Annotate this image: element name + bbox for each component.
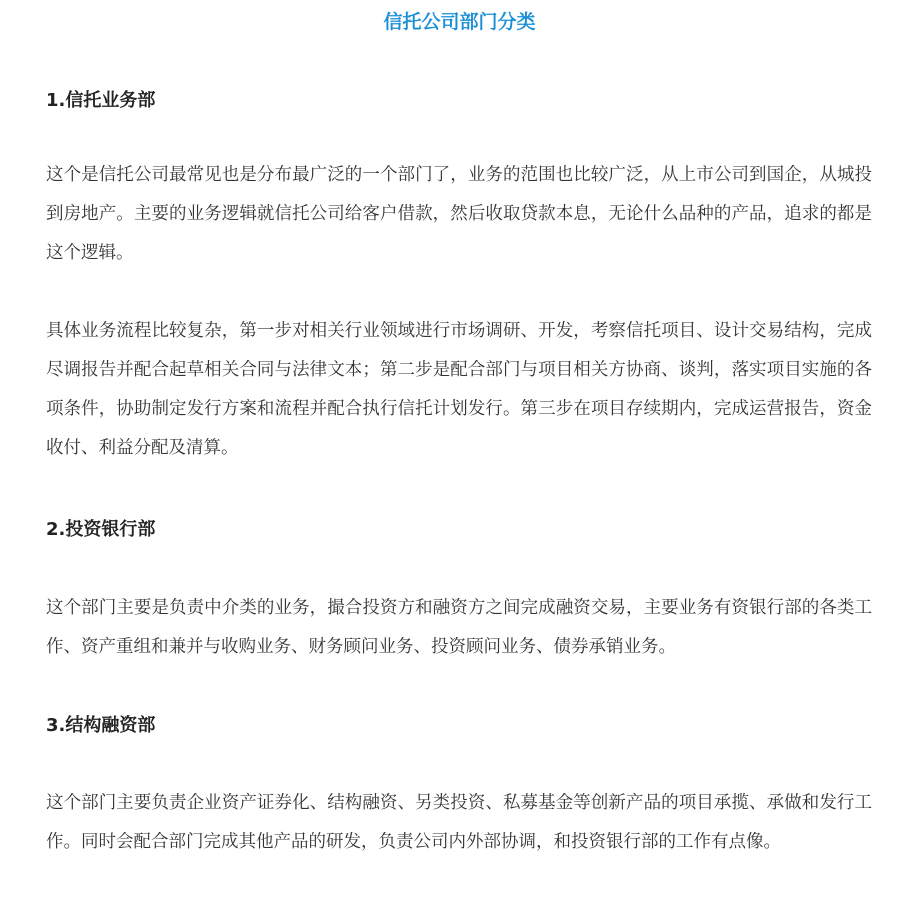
section-paragraph: 这个是信托公司最常见也是分布最广泛的一个部门了，业务的范围也比较广泛，从上市公司到国企，从城投到房地产。主要的业务逻辑就信托公司给客户借款，然后收取贷款本息，无论什么品种的产品，追求的都是这个逻辑。 xyxy=(46,165,872,263)
section-heading-investment-banking: 2.投资银行部 xyxy=(46,519,156,540)
section-paragraph: 这个部门主要负责企业资产证券化、结构融资、另类投资、私募基金等创新产品的项目承揽、承做和发行工作。同时会配合部门完成其他产品的研发，负责公司内外部协调，和投资银行部的工作有点像。 xyxy=(46,793,872,852)
section-heading-trust-business: 1.信托业务部 xyxy=(46,90,156,111)
article-title: 信托公司部门分类 xyxy=(383,11,536,33)
section-paragraph: 具体业务流程比较复杂，第一步对相关行业领域进行市场调研、开发，考察信托项目、设计交易结构，完成尽调报告并配合起草相关合同与法律文本；第二步是配合部门与项目相关方协商、谈判，落实项目实施的各项条件，协助制定发行方案和流程并配合执行信托计划发行。第三步在项目存续期内，完成运营报告，资金收付、利益分配及清算。 xyxy=(46,321,872,458)
section-heading-structured-finance: 3.结构融资部 xyxy=(46,715,156,736)
section-paragraph: 这个部门主要是负责中介类的业务，撮合投资方和融资方之间完成融资交易，主要业务有资银行部的各类工作、资产重组和兼并与收购业务、财务顾问业务、投资顾问业务、债券承销业务。 xyxy=(46,598,872,657)
